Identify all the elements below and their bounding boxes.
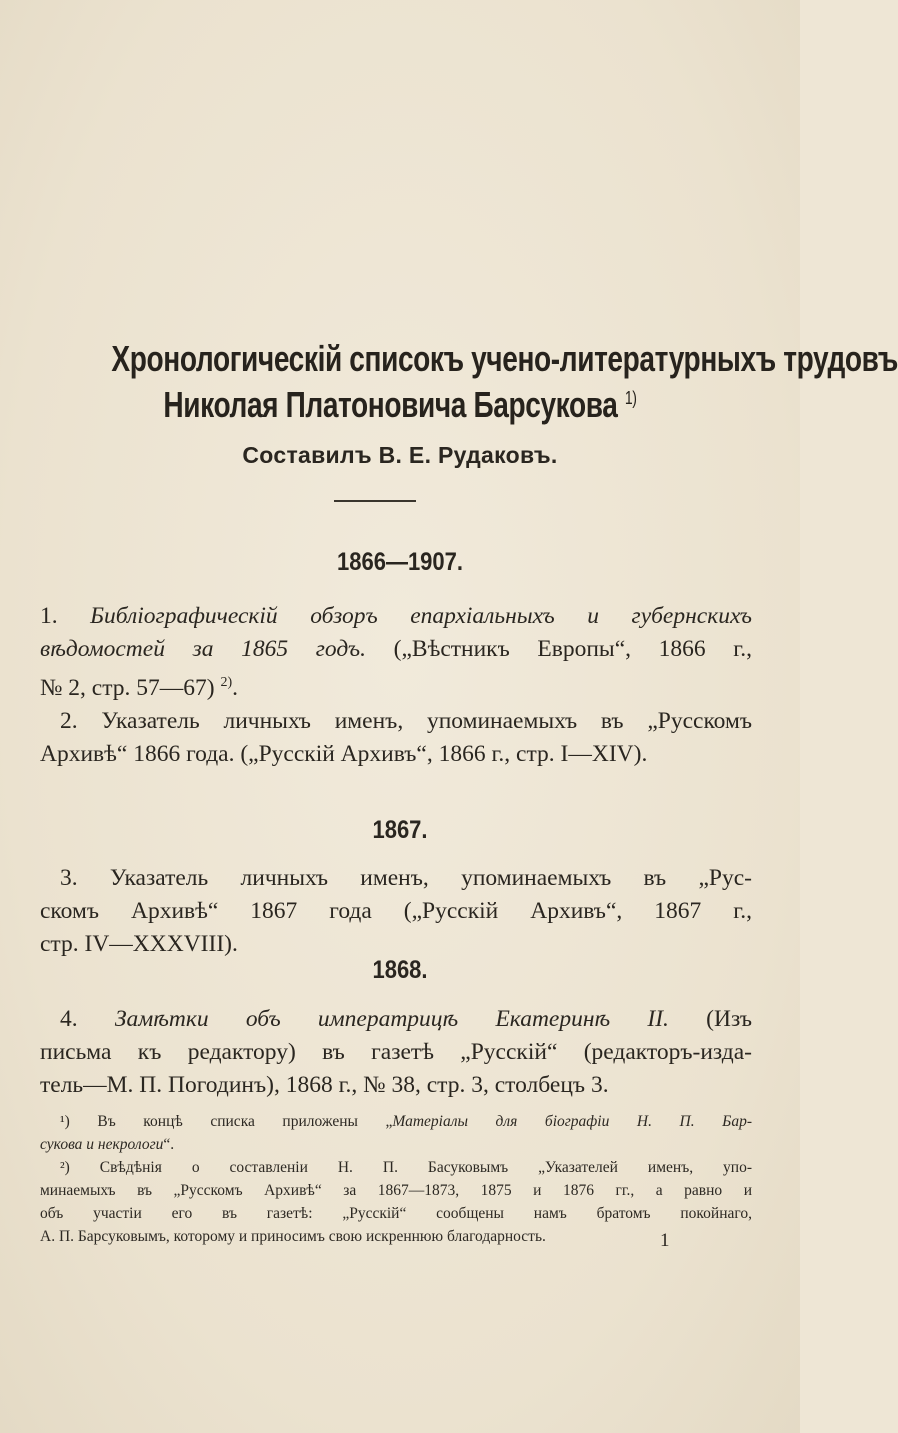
title-line-2 <box>111 384 688 426</box>
bibliography-entry <box>40 1003 752 1102</box>
entries-1866 <box>40 600 752 771</box>
text-line <box>40 895 752 928</box>
text-line <box>40 1110 752 1133</box>
text-line <box>40 862 752 895</box>
section-year-1866: 1866—1907. <box>336 548 464 576</box>
text-line <box>40 600 752 633</box>
section-year-1868: 1868. <box>372 956 428 984</box>
title-line-2-text: Николая Платоновича Барсукова <box>163 384 618 425</box>
text-line <box>40 705 752 738</box>
footnote <box>40 1110 752 1156</box>
text-line <box>40 1003 752 1036</box>
text-run: тель—М. П. Погодинъ), 1868 г., № 38, стр. 3, столбецъ 3. <box>40 1072 609 1098</box>
compiler-line: Составилъ В. Е. Рудаковъ. <box>242 442 558 468</box>
text-run: минаемыхъ въ „Русскомъ Архивѣ“ за 1867—1873, 1875 и 1876 гг., а равно и <box>40 1182 752 1199</box>
text-line <box>40 1069 752 1102</box>
text-line <box>40 1225 752 1248</box>
text-run: письма къ редактору) въ газетѣ „Русскій“ (редакторъ-изда- <box>40 1039 752 1065</box>
text-run: ¹) Въ концѣ списка приложены „ <box>60 1113 393 1130</box>
text-run: № 2, стр. 57—67) <box>40 674 221 701</box>
bibliography-entry <box>40 862 752 961</box>
bibliography-entry <box>40 600 752 705</box>
text-line <box>40 1156 752 1179</box>
text-run: объ участіи его въ газетѣ: „Русскій“ сообщены намъ братомъ покойнаго, <box>40 1205 752 1222</box>
text-run: („Вѣстникъ Европы“, 1866 г., <box>366 636 752 662</box>
text-line <box>40 1202 752 1225</box>
entries-1868 <box>40 1003 752 1102</box>
text-line <box>40 738 752 771</box>
title-divider <box>334 500 416 502</box>
text-run: “. <box>163 1136 175 1153</box>
text-line <box>40 1133 752 1156</box>
text-line <box>40 633 752 666</box>
footnote-marker: 2) <box>220 675 233 690</box>
italic-run: вѣдомостей за 1865 годъ. <box>40 636 367 662</box>
text-run: . <box>232 674 239 701</box>
text-run: скомъ Архивѣ“ 1867 года („Русскій Архивъ“, 1867 г., <box>40 898 752 924</box>
italic-run: Матеріалы для біографіи Н. П. Бар- <box>392 1113 752 1130</box>
section-year-1867: 1867. <box>372 816 428 844</box>
italic-run: Замѣтки объ императрицѣ Екатеринѣ II. <box>114 1006 669 1032</box>
text-run: 1. <box>40 603 91 629</box>
text-run: А. П. Барсуковымъ, которому и приносимъ свою искреннюю благодарность. <box>40 1228 546 1245</box>
title-line-1: Хронологическій списокъ учено-литературныхъ трудовъ <box>111 338 898 379</box>
text-run: 3. Указатель личныхъ именъ, упоминаемыхъ въ „Рус- <box>60 865 752 891</box>
document-page: Хронологическій списокъ учено-литературныхъ трудовъ Николая Платоновича Барсукова $^{1)}$ Составилъ В. Е. Рудаковъ. 1866—1907. 1. Библіографическій обзоръ епархіальныхъ и губернскихъ вѣдомостей за 1865 годъ. („Вѣстникъ Европы“, 1866 г., № 2, стр. 57—67) $^{2)}$. 2. Указатель личныхъ именъ, упоминаемыхъ въ „Русскомъ Архивѣ“ 1866 года. („Русскій Архивъ“, 1866 г., стр. I—XIV). 1867. 3. Указатель личныхъ именъ, упоминаемыхъ въ „Рус- скомъ Архивѣ“ 1867 года („Русскій Архивъ“, 1867 г., стр. IV—XXXVIII). 1 1868. 4. Замѣтки объ императрицѣ Екатеринѣ II. (Изъ письма къ редактору) въ газетѣ „Русскій“ (редакторъ-изда- тель—М. П. Погодинъ), 1868 г., № 38, стр. 3, столбецъ 3. ¹) Въ концѣ списка приложены „Матеріалы для біографіи Н. П. Бар- сукова и некрологи“. ²) Свѣдѣнія о составленіи Н. П. Басуковымъ „Указателей именъ, упо- минаемыхъ въ „Русскомъ Архивѣ“ за 1867—1873, 1875 и 1876 гг., а равно и объ участіи его въ газетѣ: „Русскій“ сообщены намъ братомъ покойнаго, А. П. Барсуковымъ, которому и приносимъ свою искреннюю благодарность. <box>0 0 800 1433</box>
italic-run: Библіографическій обзоръ епархіальныхъ и губернскихъ <box>90 603 752 629</box>
entries-1867 <box>40 862 752 961</box>
text-run: 4. <box>60 1006 115 1032</box>
text-line <box>40 666 752 705</box>
footnote <box>40 1156 752 1248</box>
text-line <box>40 1036 752 1069</box>
footnotes <box>40 1110 752 1248</box>
text-run: 2. Указатель личныхъ именъ, упоминаемыхъ въ „Русскомъ <box>60 707 752 734</box>
text-run: (Изъ <box>668 1006 752 1032</box>
text-run: стр. IV—XXXVIII). <box>40 931 238 957</box>
text-line <box>40 1179 752 1202</box>
text-run: Архивѣ“ 1866 года. („Русскій Архивъ“, 1866 г., стр. I—XIV). <box>40 740 648 767</box>
title-footnote-marker: 1) <box>624 388 637 408</box>
text-run: ²) Свѣдѣнія о составленіи Н. П. Басуковымъ „Указателей именъ, упо- <box>60 1159 752 1176</box>
italic-run: сукова и некрологи <box>40 1136 164 1153</box>
bibliography-entry <box>40 705 752 771</box>
